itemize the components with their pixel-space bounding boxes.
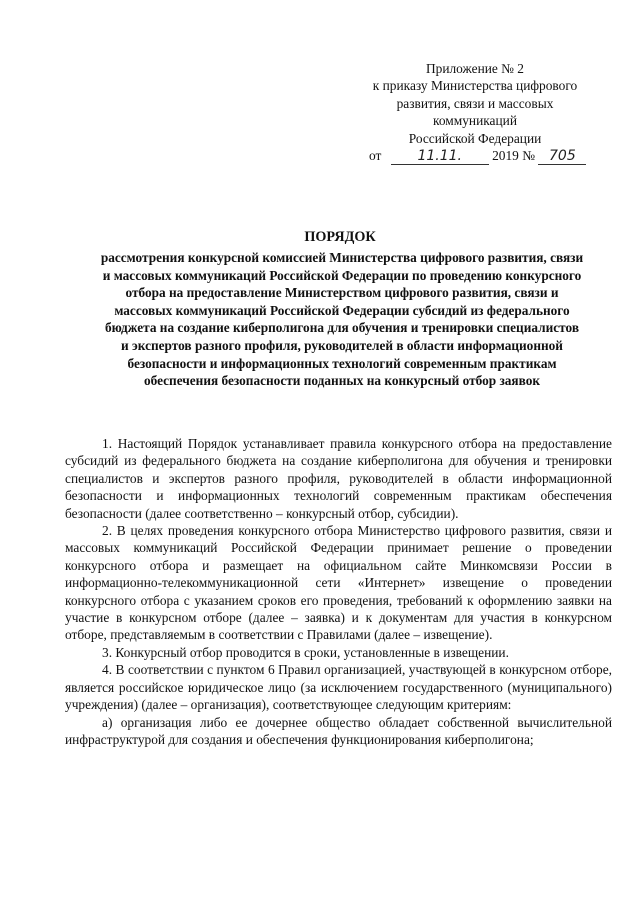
subtitle-line: и экспертов разного профиля, руководителей в области информационной [121,337,563,353]
handwritten-date: 11.11. [417,148,462,165]
handwritten-number: 705 [549,148,576,165]
paragraph-2: 2. В целях проведения конкурсного отбора Министерство цифрового развития, связи и массовых коммуникаций Российской Федерации принимает решение о проведении конкурсного отбора и размещает на официальном сайте Минкомсвязи России в информационно-телекоммуникационной сети «Интернет» извещение о проведении конкурсного отбора с указанием сроков его проведения, требований к оформлению заявки на участие в конкурсном отборе (далее – заявка) и к документам для участия в конкурсном отборе, представляемым в соответствии с Правилами (далее – извещение). [65,523,612,643]
paragraph-3: 3. Конкурсный отбор проводится в сроки, установленные в извещении. [102,644,509,660]
subtitle-line: отбора на предоставление Министерством цифрового развития, связи и [125,285,559,301]
subtitle-line: и массовых коммуникаций Российской Федерации по проведению конкурсного [102,267,582,283]
appendix-order-ref: к приказу Министерства цифрового [372,78,578,94]
paragraph-4a: а) организация либо ее дочернее общество обладает собственной вычислительной инфраструктурой для создания и обеспечения функционирования киберполигона; [65,714,612,747]
subtitle-line: обеспечения безопасности поданных на конкурсный отбор заявок [143,373,541,389]
appendix-header [355,60,595,165]
paragraph-1: 1. Настоящий Порядок устанавливает правила конкурсного отбора на предоставление субсидий из федерального бюджета на создание киберполигона для обучения и тренировки специалистов и экспертов разного профиля, руководителей в области информационной безопасности и информационных технологий современным практикам обеспечения безопасности (далее соответственно – конкурсный отбор, субсидии). [65,436,612,521]
document-body [65,435,612,748]
document-subtitle [60,249,624,390]
appendix-country: Российской Федерации [408,130,542,146]
number-field [538,148,586,165]
number-prefix: № [522,148,536,164]
order-year: 2019 [492,148,519,164]
subtitle-line: бюджета на создание киберполигона для обучения и тренировки специалистов [104,320,579,336]
order-date-line [369,147,595,165]
paragraph-4: 4. В соответствии с пунктом 6 Правил организацией, участвующей в конкурсном отборе, является российское юридическое лицо (за исключением государственного (муниципального) учреждения) (далее – организация), соответствующее следующим критериям: [65,662,612,713]
date-prefix: от [369,148,382,164]
date-field [391,148,489,165]
appendix-ministry-line: развития, связи и массовых [396,95,554,111]
appendix-ministry-line-2: коммуникаций [433,113,517,129]
subtitle-line: безопасности и информационных технологий современным практикам [127,355,557,371]
document-title: ПОРЯДОК [304,229,376,245]
appendix-number: Приложение № 2 [425,61,525,76]
subtitle-line: массовых коммуникаций Российской Федерации субсидий из федерального [114,302,570,318]
subtitle-line: рассмотрения конкурсной комиссией Министерства цифрового развития, связи [100,250,584,265]
